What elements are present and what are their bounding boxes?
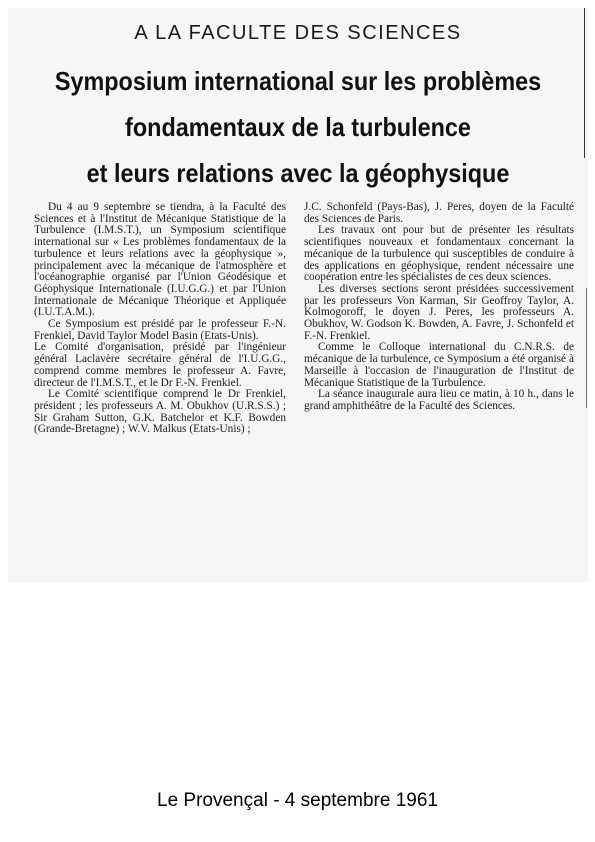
newspaper-clipping [8, 8, 588, 582]
article-paragraph: La séance inaugurale aura lieu ce matin, à 10 h., dans le grand amphithéâtre de la Faculté des Sciences. [304, 388, 574, 412]
article-paragraph: Les travaux ont pour but de présenter les résultats scientifiques nouveaux et fondamentaux concernant la mécanique de la turbulence qui susceptibles de conduire à des applications en géophysique, rendent nécessaire une coopération entre les spécialistes de ces deux sciences. [304, 224, 574, 284]
article-paragraph: Le Comité scientifique comprend le Dr Frenkiel, président ; les professeurs A. M. Obukhov (U.R.S.S.) ; Sir Graham Sutton, G.K. Batchelor et K.F. Bowden (Grande-Bretagne) ; W.V. Malkus (Etats-Unis) ; [34, 388, 286, 436]
article-column-1 [34, 202, 286, 436]
headline-line-1: Symposium international sur les problèmes [54, 66, 542, 96]
headline-line-3: et leurs relations avec la géophysique [86, 158, 510, 188]
article-paragraph: Le Comité d'organisation, présidé par l'ingénieur général Laclavère secrétaire général de l'I.U.G.G., comprend comme membres le professeur A. Favre, directeur de l'I.M.S.T., et le Dr F.-N. Frenkiel. [34, 341, 286, 389]
source-caption: Le Provençal - 4 septembre 1961 [157, 790, 438, 811]
article-paragraph: J.C. Schonfeld (Pays-Bas), J. Peres, doyen de la Faculté des Sciences de Paris. [304, 201, 574, 225]
article-paragraph: Ce Symposium est présidé par le professeur F.-N. Frenkiel, David Taylor Model Basin (Etats-Unis). [34, 318, 286, 342]
article-paragraph: Comme le Colloque international du C.N.R.S. de mécanique de la turbulence, ce Symposium a été organisé à Marseille à l'occasion de l'inauguration de l'Institut de Mécanique Statistique de la Turbulence. [304, 341, 574, 389]
article-paragraph: Les diverses sections seront présidées successivement par les professeurs Von Karman, Sir Geoffroy Taylor, A. Kolmogoroff, le doyen J. Peres, les professeurs A. Obukhov, W. Godson K. Bowden, A. Favre, J. Schonfeld et F.-N. Frenkiel. [304, 282, 574, 342]
article-paragraph: Du 4 au 9 septembre se tiendra, à la Faculté des Sciences et à l'Institut de Mécanique Statistique de la Turbulence (I.M.S.T.), un Symposium scientifique international sur « Les problèmes fondamentaux de la turbulence et leurs relations avec la géophysique », principalement avec la mécanique de l'atmosphère et l'océanographie organisé par l'Union Géodésique et Géophysique Internationale (I.U.G.G.) et par l'Union Internationale de Mécanique Théorique et Appliquée (I.U.T.A.M.). [34, 201, 286, 319]
article-column-2 [304, 202, 574, 413]
headline-line-2: fondamentaux de la turbulence [125, 112, 471, 142]
clipping-edge-line [586, 288, 587, 408]
section-kicker: A LA FACULTE DES SCIENCES [134, 22, 462, 44]
